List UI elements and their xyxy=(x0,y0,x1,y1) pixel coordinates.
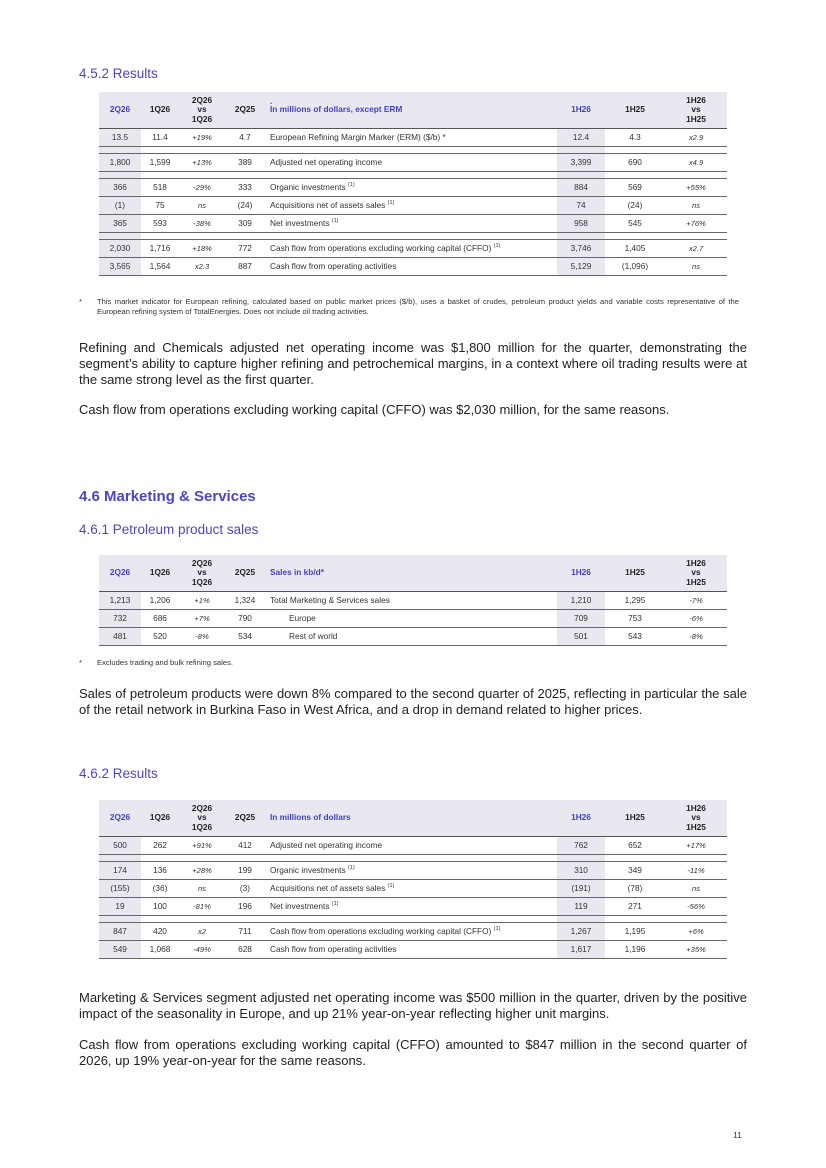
value-h-variation: -6% xyxy=(665,609,727,627)
value-h-variation: +17% xyxy=(665,836,727,854)
table-row xyxy=(99,591,727,609)
paragraph-refining-cffo: Cash flow from operations excluding working capital (CFFO) was $2,030 million, for the same reasons. xyxy=(79,402,670,417)
footnote-ref: (1) xyxy=(331,218,339,224)
section-heading-4-5-2: 4.5.2 Results xyxy=(79,66,158,81)
row-label: Europe xyxy=(265,609,557,627)
col-header-h-variation: 1H26 vs 1H25 xyxy=(665,555,727,591)
value-1h25: 4.3 xyxy=(605,128,665,146)
col-header-2q25: 2Q25 xyxy=(225,555,265,591)
value-2q26: 732 xyxy=(99,609,141,627)
col-header-1q26: 1Q26 xyxy=(141,800,179,836)
value-h-variation: +6% xyxy=(665,922,727,940)
value-2q25: (24) xyxy=(225,196,265,214)
value-2q25: 389 xyxy=(225,153,265,171)
value-2q25: 534 xyxy=(225,627,265,645)
value-h-variation: -56% xyxy=(665,897,727,915)
value-h-variation: +35% xyxy=(665,940,727,958)
table-row xyxy=(99,627,727,645)
value-q-variation: -81% xyxy=(179,897,225,915)
value-1q26: 686 xyxy=(141,609,179,627)
value-2q26: 3,565 xyxy=(99,257,141,275)
value-1h26: (191) xyxy=(557,879,605,897)
row-label: Cash flow from operating activities xyxy=(265,940,557,958)
value-h-variation: -7% xyxy=(665,591,727,609)
value-1h26: 501 xyxy=(557,627,605,645)
footnote-ref: (1) xyxy=(331,901,339,907)
col-header-1q26: 1Q26 xyxy=(141,92,179,128)
table-row xyxy=(99,940,727,958)
col-header-2q26: 2Q26 xyxy=(99,800,141,836)
table-row xyxy=(99,153,727,171)
table-row xyxy=(99,178,727,196)
value-2q25: 4.7 xyxy=(225,128,265,146)
value-h-variation: x4.9 xyxy=(665,153,727,171)
row-label: Adjusted net operating income xyxy=(265,153,557,171)
value-1q26: (36) xyxy=(141,879,179,897)
value-2q25: 412 xyxy=(225,836,265,854)
col-header-1q26: 1Q26 xyxy=(141,555,179,591)
paragraph-refining-income: Refining and Chemicals adjusted net operating income was $1,800 million for the quarter, demonstrating the segment’s ability to capture higher refining and petrochemical margins, in a context where oil trading results were at the same strong level as the first quarter. xyxy=(79,340,747,387)
value-2q25: 1,324 xyxy=(225,591,265,609)
row-label: Cash flow from operations excluding working capital (CFFO) $^{(1)}$ xyxy=(265,239,557,257)
row-label: Acquisitions net of assets sales $^{(1)}$ xyxy=(265,879,557,897)
value-q-variation: -29% xyxy=(179,178,225,196)
value-q-variation: ns xyxy=(179,879,225,897)
col-header-q-variation: 2Q26 vs 1Q26 xyxy=(179,800,225,836)
value-h-variation: +76% xyxy=(665,214,727,232)
row-label: Acquisitions net of assets sales $^{(1)}$ xyxy=(265,196,557,214)
value-2q26: 481 xyxy=(99,627,141,645)
row-label: Net investments $^{(1)}$ xyxy=(265,214,557,232)
value-1h25: 271 xyxy=(605,897,665,915)
col-header-2q26: 2Q26 xyxy=(99,92,141,128)
value-1h26: 12.4 xyxy=(557,128,605,146)
row-label: Total Marketing & Services sales xyxy=(265,591,557,609)
value-1h25: (78) xyxy=(605,879,665,897)
row-label: Cash flow from operating activities xyxy=(265,257,557,275)
row-label: Organic investments $^{(1)}$ xyxy=(265,861,557,879)
value-1h26: 884 xyxy=(557,178,605,196)
value-1h26: 119 xyxy=(557,897,605,915)
col-header-2q25: 2Q25 xyxy=(225,800,265,836)
table-row xyxy=(99,861,727,879)
col-header-1h26: 1H26 xyxy=(557,555,605,591)
value-1h26: 1,267 xyxy=(557,922,605,940)
value-q-variation: +19% xyxy=(179,128,225,146)
section-heading-4-6-2: 4.6.2 Results xyxy=(79,766,158,781)
col-header-label: . In millions of dollars, except ERM xyxy=(265,92,557,128)
col-header-label: Sales in kb/d* xyxy=(265,555,557,591)
paragraph-petroleum-sales: Sales of petroleum products were down 8% compared to the second quarter of 2025, reflecting in particular the sale of the retail network in Burkina Faso in West Africa, and a drop in demand related to higher prices. xyxy=(79,686,747,717)
table-row xyxy=(99,897,727,915)
value-2q25: 790 xyxy=(225,609,265,627)
table-row xyxy=(99,257,727,275)
value-2q25: 711 xyxy=(225,922,265,940)
value-1h25: 1,196 xyxy=(605,940,665,958)
value-2q26: 19 xyxy=(99,897,141,915)
col-header-1h26: 1H26 xyxy=(557,92,605,128)
value-2q26: 847 xyxy=(99,922,141,940)
value-q-variation: +28% xyxy=(179,861,225,879)
col-header-h-variation: 1H26 vs 1H25 xyxy=(665,92,727,128)
petroleum-sales-table xyxy=(99,555,727,646)
row-separator xyxy=(99,171,727,178)
value-h-variation: ns xyxy=(665,196,727,214)
value-1q26: 520 xyxy=(141,627,179,645)
row-label: Rest of world xyxy=(265,627,557,645)
value-2q26: 500 xyxy=(99,836,141,854)
col-header-h-variation: 1H26 vs 1H25 xyxy=(665,800,727,836)
value-1q26: 593 xyxy=(141,214,179,232)
value-h-variation: -11% xyxy=(665,861,727,879)
value-1q26: 1,716 xyxy=(141,239,179,257)
value-2q26: 1,800 xyxy=(99,153,141,171)
value-1h25: 1,195 xyxy=(605,922,665,940)
value-1q26: 1,068 xyxy=(141,940,179,958)
value-2q26: 2,030 xyxy=(99,239,141,257)
value-2q26: (155) xyxy=(99,879,141,897)
row-label: Net investments $^{(1)}$ xyxy=(265,897,557,915)
row-separator xyxy=(99,854,727,861)
value-1h26: 310 xyxy=(557,861,605,879)
footnote-sales: * Excludes trading and bulk refining sales. xyxy=(79,658,233,667)
row-separator xyxy=(99,915,727,922)
value-1h26: 1,210 xyxy=(557,591,605,609)
value-1h25: 349 xyxy=(605,861,665,879)
table-row xyxy=(99,128,727,146)
value-q-variation: +91% xyxy=(179,836,225,854)
value-2q26: 1,213 xyxy=(99,591,141,609)
value-1h26: 709 xyxy=(557,609,605,627)
value-1q26: 100 xyxy=(141,897,179,915)
value-1q26: 136 xyxy=(141,861,179,879)
value-q-variation: ns xyxy=(179,196,225,214)
value-h-variation: ns xyxy=(665,257,727,275)
table-row xyxy=(99,239,727,257)
row-label: Adjusted net operating income xyxy=(265,836,557,854)
value-q-variation: -38% xyxy=(179,214,225,232)
value-1h26: 74 xyxy=(557,196,605,214)
value-1h26: 1,617 xyxy=(557,940,605,958)
value-q-variation: +18% xyxy=(179,239,225,257)
col-header-q-variation: 2Q26 vs 1Q26 xyxy=(179,92,225,128)
value-2q26: 366 xyxy=(99,178,141,196)
table-row xyxy=(99,836,727,854)
value-q-variation: +13% xyxy=(179,153,225,171)
value-1q26: 262 xyxy=(141,836,179,854)
value-1h26: 5,129 xyxy=(557,257,605,275)
value-2q25: 628 xyxy=(225,940,265,958)
value-2q25: 309 xyxy=(225,214,265,232)
section-heading-4-6-1: 4.6.1 Petroleum product sales xyxy=(79,522,259,537)
value-2q25: 772 xyxy=(225,239,265,257)
value-2q25: 196 xyxy=(225,897,265,915)
table-row xyxy=(99,879,727,897)
value-1h25: 545 xyxy=(605,214,665,232)
value-2q26: 365 xyxy=(99,214,141,232)
value-h-variation: +55% xyxy=(665,178,727,196)
value-1h25: (1,096) xyxy=(605,257,665,275)
value-q-variation: -8% xyxy=(179,627,225,645)
value-2q25: 199 xyxy=(225,861,265,879)
table-row xyxy=(99,196,727,214)
value-2q26: 549 xyxy=(99,940,141,958)
value-h-variation: x2.9 xyxy=(665,128,727,146)
value-2q25: 887 xyxy=(225,257,265,275)
page-number: 11 xyxy=(733,1130,742,1140)
col-header-label: In millions of dollars xyxy=(265,800,557,836)
section-heading-4-6: 4.6 Marketing & Services xyxy=(79,488,256,505)
value-1h25: (24) xyxy=(605,196,665,214)
value-1h25: 543 xyxy=(605,627,665,645)
col-header-2q25: 2Q25 xyxy=(225,92,265,128)
row-separator xyxy=(99,232,727,239)
value-1q26: 11.4 xyxy=(141,128,179,146)
row-separator xyxy=(99,146,727,153)
table-row xyxy=(99,214,727,232)
col-header-1h25: 1H25 xyxy=(605,92,665,128)
value-1q26: 420 xyxy=(141,922,179,940)
table-row xyxy=(99,609,727,627)
value-1h25: 569 xyxy=(605,178,665,196)
value-1h26: 3,399 xyxy=(557,153,605,171)
col-header-1h25: 1H25 xyxy=(605,555,665,591)
value-1h25: 753 xyxy=(605,609,665,627)
col-header-q-variation: 2Q26 vs 1Q26 xyxy=(179,555,225,591)
value-1h26: 762 xyxy=(557,836,605,854)
paragraph-marketing-cffo: Cash flow from operations excluding working capital (CFFO) amounted to $847 million in the second quarter of 2026, up 19% year-on-year for the same reasons. xyxy=(79,1037,747,1068)
value-q-variation: +7% xyxy=(179,609,225,627)
row-label: European Refining Margin Marker (ERM) ($/b) * xyxy=(265,128,557,146)
col-header-1h25: 1H25 xyxy=(605,800,665,836)
footnote-ref: (1) xyxy=(387,200,395,206)
table-row xyxy=(99,922,727,940)
footnote-ref: (1) xyxy=(347,865,355,871)
value-1h26: 3,746 xyxy=(557,239,605,257)
value-h-variation: ns xyxy=(665,879,727,897)
footnote-erm: * This market indicator for European refining, calculated based on public market prices ($/b), uses a basket of crudes, petroleum product yields and variable costs representative of the European refining system of TotalEnergies. Does not include oil trading activities. xyxy=(79,297,739,316)
footnote-ref: (1) xyxy=(347,182,355,188)
value-1q26: 1,599 xyxy=(141,153,179,171)
value-2q25: 333 xyxy=(225,178,265,196)
value-1q26: 1,206 xyxy=(141,591,179,609)
value-1q26: 75 xyxy=(141,196,179,214)
value-2q25: (3) xyxy=(225,879,265,897)
row-label: Organic investments $^{(1)}$ xyxy=(265,178,557,196)
footnote-ref: (1) xyxy=(387,883,395,889)
value-q-variation: -49% xyxy=(179,940,225,958)
value-1q26: 518 xyxy=(141,178,179,196)
value-1h25: 1,295 xyxy=(605,591,665,609)
value-1h25: 690 xyxy=(605,153,665,171)
col-header-1h26: 1H26 xyxy=(557,800,605,836)
footnote-ref: (1) xyxy=(493,926,501,932)
paragraph-marketing-income: Marketing & Services segment adjusted net operating income was $500 million in the quarter, driven by the positive impact of the seasonality in Europe, and up 21% year-on-year reflecting higher unit margins. xyxy=(79,990,747,1021)
value-1q26: 1,564 xyxy=(141,257,179,275)
value-1h26: 958 xyxy=(557,214,605,232)
value-q-variation: x2.3 xyxy=(179,257,225,275)
value-q-variation: x2 xyxy=(179,922,225,940)
col-header-2q26: 2Q26 xyxy=(99,555,141,591)
refining-results-table xyxy=(99,92,727,276)
marketing-results-table xyxy=(99,800,727,959)
row-label: Cash flow from operations excluding working capital (CFFO) $^{(1)}$ xyxy=(265,922,557,940)
value-2q26: 174 xyxy=(99,861,141,879)
footnote-ref: (1) xyxy=(493,243,501,249)
value-q-variation: +1% xyxy=(179,591,225,609)
value-h-variation: x2.7 xyxy=(665,239,727,257)
value-2q26: 13.5 xyxy=(99,128,141,146)
value-h-variation: -8% xyxy=(665,627,727,645)
value-2q26: (1) xyxy=(99,196,141,214)
value-1h25: 1,405 xyxy=(605,239,665,257)
value-1h25: 652 xyxy=(605,836,665,854)
